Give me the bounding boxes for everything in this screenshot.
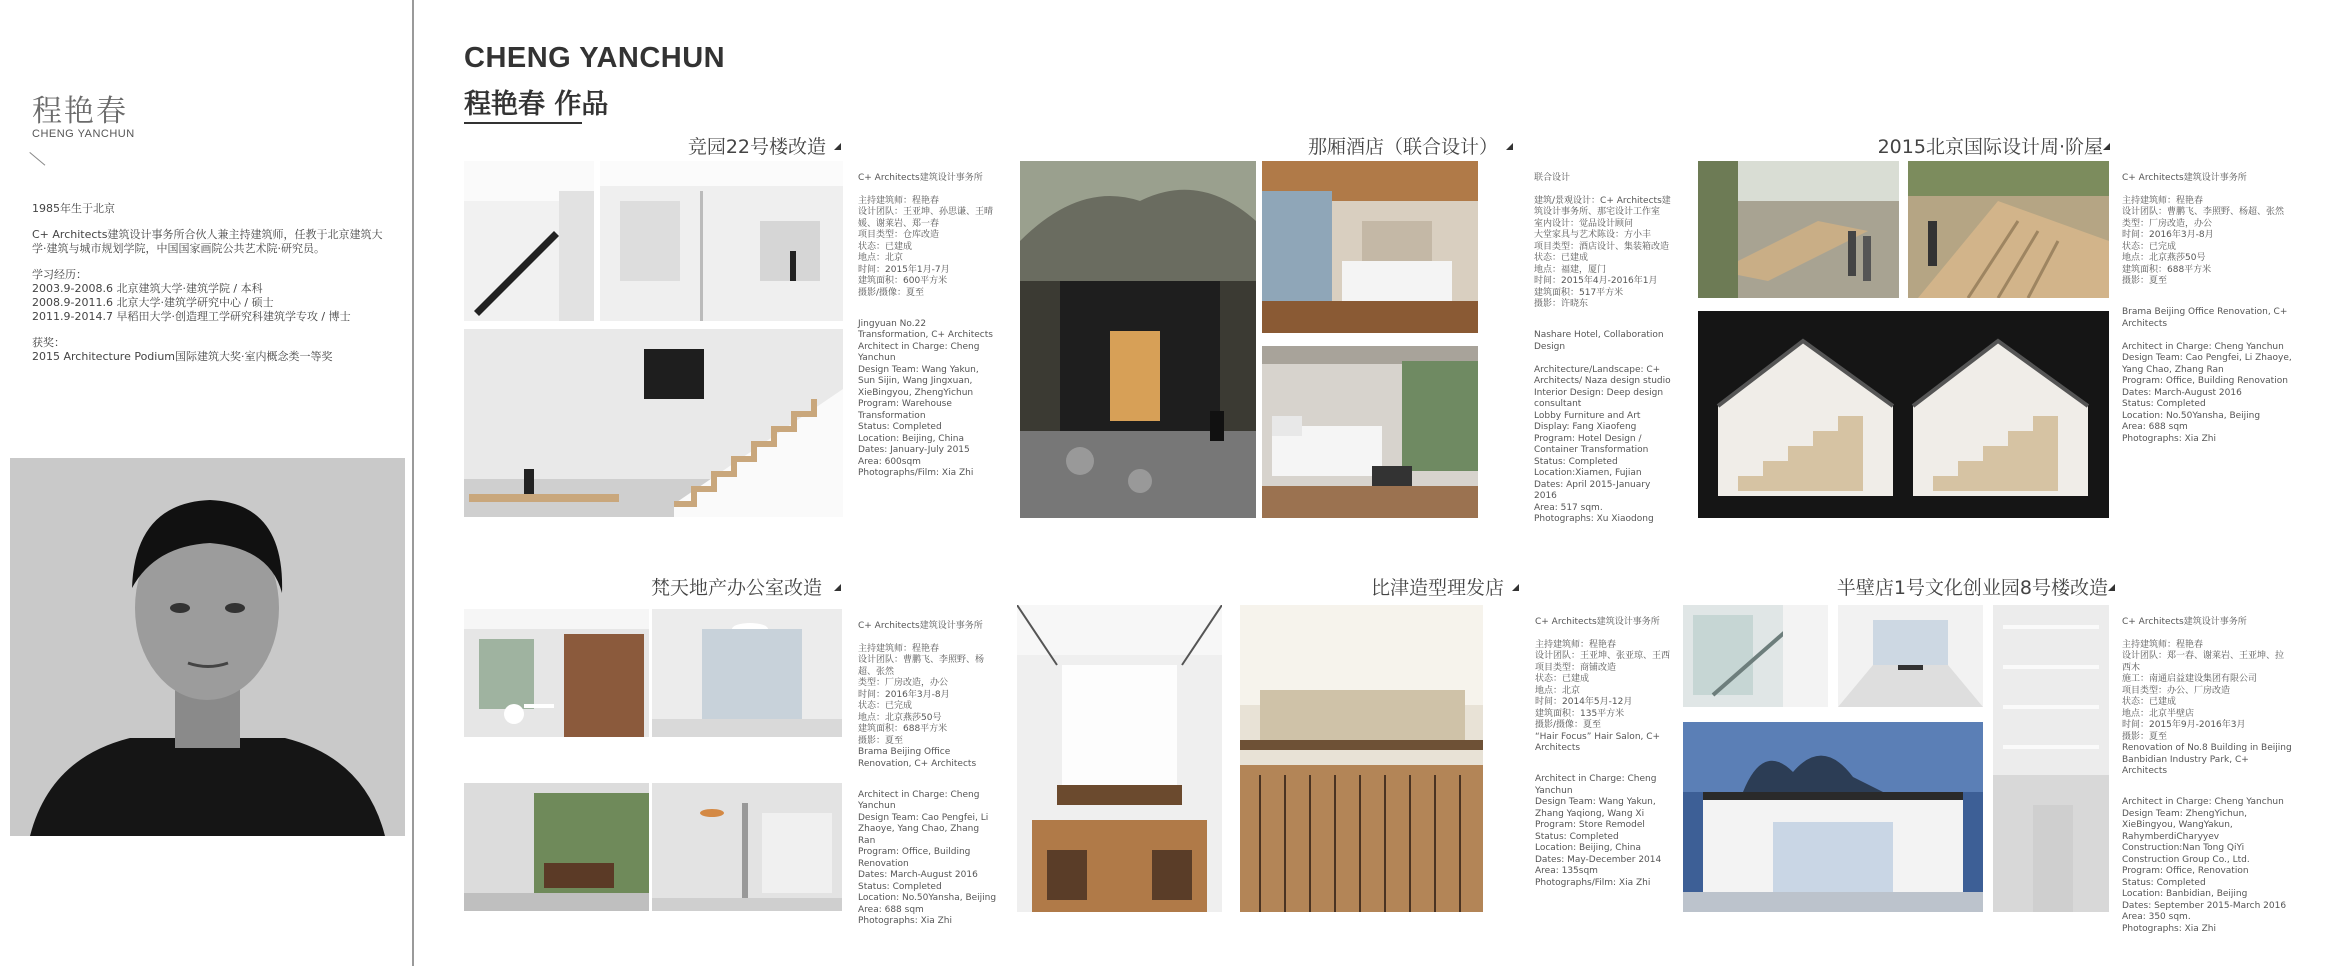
project-photo: [464, 329, 843, 517]
project-title: 竞园22号楼改造: [687, 136, 826, 158]
profile-name-cn: 程艳春: [32, 94, 128, 129]
award-title: 获奖：: [32, 336, 65, 349]
project-description: [858, 161, 998, 491]
portrait-photo: [10, 458, 405, 836]
project-photo: [1262, 346, 1478, 518]
project-description: [1535, 605, 1675, 901]
project-photo: [1020, 161, 1256, 518]
project-photo: [1240, 605, 1483, 912]
project-photo: [600, 161, 843, 321]
portfolio-title-cn: 程艳春 作品: [464, 89, 609, 120]
project-description-en: Architect in Charge: Cheng Yanchun Design Team: Cao Pengfei, Li Zhaoye, Yang Chao, Zhang Ran Program: Office, Building Renovation Dates: March-August 2016 Status: Completed Location: No.50Yansha, Beijing Area: 688 sqm Photographs: Xia Zhi: [858, 789, 997, 926]
triangle-marker-icon: [2108, 584, 2115, 591]
project-description-en: Architect in Charge: Cheng Yanchun Design Team: ZhengYichun, XieBingyou, WangYakun, RahymberdiCharyyev Construction:Nan Tong QiYi Construction Group Co., Ltd. Program: Office, Renovation Status: Completed Location: Banbidian, Beijing Dates: September 2015-March 2016 Area: 350 sqm. Photographs: Xia Zhi: [2122, 797, 2287, 934]
triangle-marker-icon: [1506, 143, 1513, 150]
project-photo: [464, 161, 594, 321]
triangle-marker-icon: [834, 143, 841, 150]
education-item: 2003.9-2008.6 北京建筑大学·建筑学院 / 本科: [32, 282, 263, 295]
project-photo: [1683, 722, 1983, 912]
project-photo: [464, 783, 649, 911]
triangle-marker-icon: [834, 584, 841, 591]
project-photo: [1698, 161, 1899, 298]
education-title: 学习经历：: [32, 268, 87, 281]
project-description: [858, 609, 998, 939]
project-photo: [652, 783, 842, 911]
profile-intro: C+ Architects建筑设计事务所合伙人兼主持建筑师，任教于北京建筑大学·建筑与城市规划学院，中国国家画院公共艺术院·研究员。: [32, 228, 383, 255]
project-title: 半壁店1号文化创业园8号楼改造: [1836, 577, 2108, 599]
decorative-slash: [29, 152, 45, 166]
profile-name-en: CHENG YANCHUN: [32, 128, 135, 140]
project-description-cn: 联合设计 建筑/景观设计：C+ Architects建筑设计事务所、那宅设计工作室 室内设计：觉品设计顾问 大堂家具与艺术陈设：方小丰 项目类型：酒店设计、集装箱改造 状态：已建成 地点：福建，厦门 时间：2015年4月-2016年1月 建筑面积：517平方米 摄影：许晓东: [1534, 172, 1671, 309]
education-item: 2008.9-2011.6 北京大学·建筑学研究中心 / 硕士: [32, 296, 274, 309]
project-photo: [1017, 605, 1222, 912]
project-photo: [1993, 605, 2109, 912]
project-photo: [652, 609, 842, 737]
project-title: 2015北京国际设计周·阶屋: [1877, 136, 2103, 158]
profile-bio: [32, 202, 392, 364]
project-description: [1534, 161, 1674, 537]
triangle-marker-icon: [1512, 584, 1519, 591]
project-title: 那厢酒店（联合设计）: [1307, 136, 1498, 158]
portfolio-title-en: CHENG YANCHUN: [464, 42, 726, 74]
project-photo: [1262, 161, 1478, 333]
project-description: [2122, 161, 2292, 457]
project-description: [2122, 605, 2292, 947]
project-description-cn: C+ Architects建筑设计事务所 主持建筑师：程艳春 设计团队：郑一春、谢莱岩、王亚坤、拉西木 施工：南通启益建设集团有限公司 项目类型：办公、厂房改造 状态：已建成 地点：北京半壁店 时间：2015年9月-2016年3月 摄影：夏至 Renovation of No.8 Building in Beijing Banbidian Industry Park, C+ Architects: [2122, 616, 2292, 776]
project-photo: [464, 609, 649, 737]
project-description-en: Jingyuan No.22 Transformation, C+ Architects Architect in Charge: Cheng Yanchun Design Team: Wang Yakun, Sun Sijin, Wang Jingxuan, XieBingyou, ZhengYichun Program: Warehouse Transformation Status: Completed Location: Beijing, China Dates: January-July 2015 Area: 600sqm Photographs/Film: Xia Zhi: [858, 318, 993, 478]
project-description-cn: C+ Architects建筑设计事务所 主持建筑师：程艳春 设计团队：曹鹏飞、李照野、杨超、张然 类型：厂房改造，办公 时间：2016年3月-8月 状态：已完成 地点：北京燕莎50号 建筑面积：688平方米 摄影：夏至: [2122, 172, 2285, 286]
project-photo: [1908, 161, 2109, 298]
project-photo: [1698, 311, 2109, 518]
education-item: 2011.9-2014.7 早稻田大学·创造理工学研究科建筑学专攻 / 博士: [32, 310, 351, 323]
profile-panel: [0, 0, 414, 966]
project-photo: [1838, 605, 1983, 707]
project-description-en: Architect in Charge: Cheng Yanchun Design Team: Wang Yakun, Zhang Yaqiong, Wang Xi Program: Store Remodel Status: Completed Location: Beijing, China Dates: May-December 2014 Area: 135sqm Photographs/Film: Xia Zhi: [1535, 774, 1662, 888]
project-description-en: Nashare Hotel, Collaboration Design Architecture/Landscape: C+ Architects/ Naza design studio Interior Design: Deep design consultant Lobby Furniture and Art Display: Fang Xiaofeng Program: Hotel Design / Container Transformation Status: Completed Location:Xiamen, Fujian Dates: April 2015-January 2016 Area: 517 sqm. Photographs: Xu Xiaodong: [1534, 330, 1671, 524]
project-description-cn: C+ Architects建筑设计事务所 主持建筑师：程艳春 设计团队：曹鹏飞、李照野、杨超、张然 类型：厂房改造，办公 时间：2016年3月-8月 状态：已完成 地点：北京燕莎50号 建筑面积：688平方米 摄影：夏至 Brama Beijing Office Renovation, C+ Architects: [858, 620, 985, 769]
triangle-marker-icon: [2103, 143, 2110, 150]
project-title: 梵天地产办公室改造: [650, 577, 822, 599]
project-title: 比津造型理发店: [1370, 577, 1504, 599]
project-photo: [1683, 605, 1828, 707]
profile-born: 1985年生于北京: [32, 202, 115, 215]
title-underline: [464, 122, 582, 124]
project-description-cn: C+ Architects建筑设计事务所 主持建筑师：程艳春 设计团队：王亚坤、孙思谦、王晴媛、谢莱岩、郑一春 项目类型：仓库改造 状态：已建成 地点：北京 时间：2015年1月-7月 建筑面积：600平方米 摄影/摄像：夏至: [858, 172, 994, 298]
project-description-en: Brama Beijing Office Renovation, C+ Architects Architect in Charge: Cheng Yanchun Design Team: Cao Pengfei, Li Zhaoye, Yang Chao, Zhang Ran Program: Office, Building Renovation Dates: March-August 2016 Status: Completed Location: No.50Yansha, Beijing Area: 688 sqm Photographs: Xia Zhi: [2122, 307, 2292, 444]
project-description-cn: C+ Architects建筑设计事务所 主持建筑师：程艳春 设计团队：王亚坤、张亚琼、王西 项目类型：商铺改造 状态：已建成 地点：北京 时间：2014年5月-12月 建筑面积：135平方米 摄影/摄像：夏至 “Hair Focus” Hair Salon, C+ Architects: [1535, 616, 1671, 753]
award-item: 2015 Architecture Podium国际建筑大奖·室内概念类一等奖: [32, 350, 333, 363]
